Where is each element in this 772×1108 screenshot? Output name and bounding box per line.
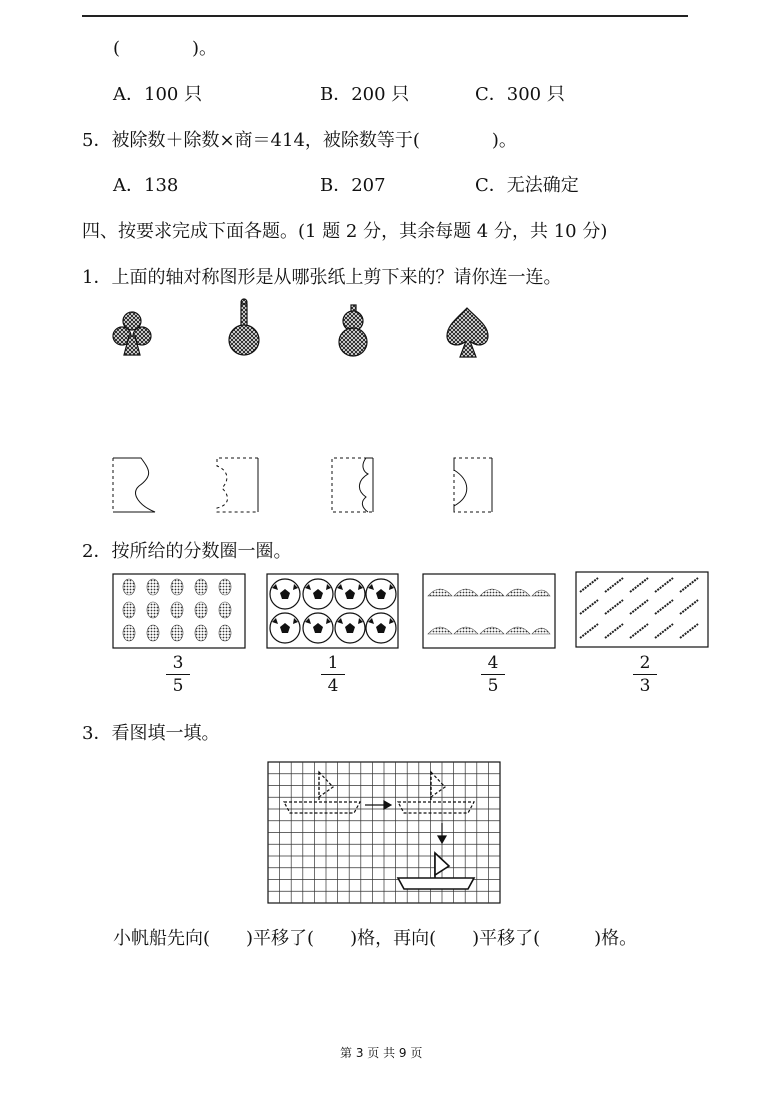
fraction-2-bar: [321, 674, 345, 675]
q4-option-b: B．200 只: [320, 84, 410, 105]
q4-option-c: C．300 只: [475, 84, 565, 105]
fan-shell-box[interactable]: [423, 574, 555, 648]
seashell-box[interactable]: [113, 574, 245, 648]
page-footer: 第 3 页 共 9 页: [340, 1046, 423, 1060]
fraction-1-denominator: 5: [172, 676, 184, 696]
pencil-box[interactable]: [576, 572, 708, 647]
q5-stem: 5．被除数＋除数×商＝414，被除数等于( )。: [82, 130, 517, 151]
section-heading: 四、按要求完成下面各题。(1 题 2 分，其余每题 4 分，共 10 分): [82, 221, 608, 242]
fraction-1-numerator: 3: [172, 653, 184, 673]
q4-option-a: A．100 只: [113, 84, 203, 105]
fraction-2: [321, 654, 345, 695]
fraction-4: [633, 654, 657, 695]
fraction-1-bar: [166, 674, 190, 675]
fraction-4-numerator: 2: [639, 653, 651, 673]
soccer-ball-box[interactable]: [267, 574, 398, 648]
fraction-4-bar: [633, 674, 657, 675]
fraction-3-numerator: 4: [487, 653, 499, 673]
fraction-2-denominator: 4: [327, 676, 339, 696]
fraction-1: [166, 654, 190, 695]
fraction-3: [481, 654, 505, 695]
q5-option-a: A．138: [113, 175, 179, 196]
q5-option-c: C．无法确定: [475, 175, 579, 196]
q5-option-b: B．207: [320, 175, 386, 196]
q1-stem: 1．上面的轴对称图形是从哪张纸上剪下来的？请你连一连。: [82, 267, 562, 288]
q3-sentence: 小帆船先向( )平移了( )格，再向( )平移了( )格。: [113, 928, 638, 949]
fraction-4-denominator: 3: [639, 676, 651, 696]
q3-stem: 3．看图填一填。: [82, 723, 220, 744]
fraction-3-denominator: 5: [487, 676, 499, 696]
sailboat-grid: [267, 761, 503, 906]
q4-answer-paren: ( )。: [113, 38, 218, 59]
fraction-2-numerator: 1: [327, 653, 339, 673]
fraction-3-bar: [481, 674, 505, 675]
q2-stem: 2．按所给的分数圈一圈。: [82, 541, 292, 562]
